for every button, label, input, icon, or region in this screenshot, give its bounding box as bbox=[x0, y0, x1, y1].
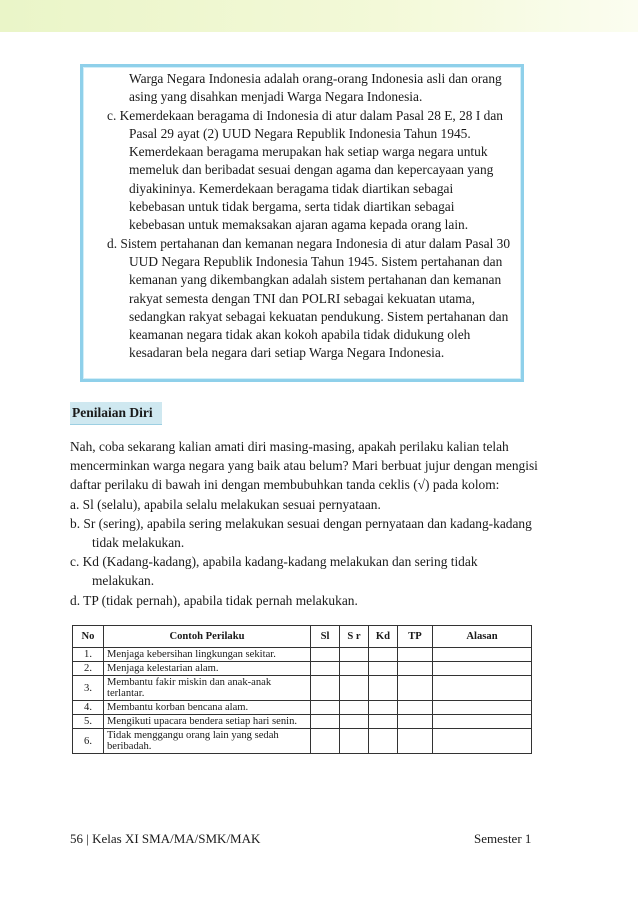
page-footer-book-info: 56 | Kelas XI SMA/MA/SMK/MAK bbox=[70, 831, 261, 846]
row-behavior: Menjaga kebersihan lingkungan sekitar. bbox=[104, 648, 311, 662]
row-number: 5. bbox=[73, 715, 104, 729]
header-sl: Sl bbox=[311, 626, 340, 648]
header-no: No bbox=[73, 626, 104, 648]
info-box-text bbox=[107, 70, 512, 363]
table-header-row bbox=[73, 626, 532, 648]
header-tp: TP bbox=[398, 626, 433, 648]
option-tp: d. TP (tidak pernah), apabila tidak pernah melakukan. bbox=[70, 592, 358, 608]
cell-reason[interactable] bbox=[433, 701, 532, 715]
cell-sr[interactable] bbox=[340, 648, 369, 662]
row-behavior: Tidak menggangu orang lain yang sedah beribadah. bbox=[104, 729, 311, 754]
cell-tp[interactable] bbox=[398, 715, 433, 729]
cell-tp[interactable] bbox=[398, 729, 433, 754]
row-behavior: Mengikuti upacara bendera setiap hari senin. bbox=[104, 715, 311, 729]
option-kd: c. Kd (Kadang-kadang), apabila kadang-kadang melakukan dan sering tidak melakukan. bbox=[70, 554, 478, 589]
cell-sl[interactable] bbox=[311, 701, 340, 715]
cell-tp[interactable] bbox=[398, 701, 433, 715]
row-behavior: Membantu korban bencana alam. bbox=[104, 701, 311, 715]
cell-sl[interactable] bbox=[311, 676, 340, 701]
cell-kd[interactable] bbox=[369, 715, 398, 729]
cell-sr[interactable] bbox=[340, 729, 369, 754]
assessment-table bbox=[72, 625, 532, 754]
intro-paragraph: Nah, coba sekarang kalian amati diri masing-masing, apakah perilaku kalian telah mencerminkan warga negara yang baik atau belum? Mari berbuat jujur dengan mengisi daftar perilaku di bawah ini dengan membubuhkan tanda ceklis (√) pada kolom: bbox=[70, 439, 538, 493]
cell-sl[interactable] bbox=[311, 715, 340, 729]
cell-kd[interactable] bbox=[369, 701, 398, 715]
cell-reason[interactable] bbox=[433, 715, 532, 729]
table-row bbox=[73, 701, 532, 715]
row-behavior: Membantu fakir miskin dan anak-anak terlantar. bbox=[104, 676, 311, 701]
header-sr: S r bbox=[340, 626, 369, 648]
cell-kd[interactable] bbox=[369, 676, 398, 701]
cell-reason[interactable] bbox=[433, 662, 532, 676]
header-behavior: Contoh Perilaku bbox=[104, 626, 311, 648]
row-number: 3. bbox=[73, 676, 104, 701]
page-footer-semester: Semester 1 bbox=[474, 831, 532, 846]
cell-kd[interactable] bbox=[369, 662, 398, 676]
table-row bbox=[73, 729, 532, 754]
row-number: 2. bbox=[73, 662, 104, 676]
cell-sl[interactable] bbox=[311, 729, 340, 754]
info-item-c: c. Kemerdekaan beragama di Indonesia di atur dalam Pasal 28 E, 28 I dan Pasal 29 ayat (2) UUD Negara Republik Indonesia Tahun 1945. Kemerdekaan beragama merupakan hak setiap warga negara untuk memeluk dan beribadat sesuai dengan agama dan kepercayaan yang diyakininya. Kemerdekaan beragama tidak diartikan sebagai kebebasan untuk tidak bergama, serta tidak diartikan sebagai kebebasan untuk memaksakan ajaran agama kepada orang lain. bbox=[107, 107, 503, 233]
info-paragraph: Warga Negara Indonesia adalah orang-orang Indonesia asli dan orang asing yang disahkan menjadi Warga Negara Indonesia. bbox=[129, 71, 502, 105]
cell-tp[interactable] bbox=[398, 662, 433, 676]
row-number: 1. bbox=[73, 648, 104, 662]
cell-reason[interactable] bbox=[433, 729, 532, 754]
cell-reason[interactable] bbox=[433, 648, 532, 662]
cell-tp[interactable] bbox=[398, 648, 433, 662]
table-row bbox=[73, 662, 532, 676]
section-title: Penilaian Diri bbox=[70, 402, 162, 425]
header-reason: Alasan bbox=[433, 626, 532, 648]
cell-sr[interactable] bbox=[340, 676, 369, 701]
cell-sl[interactable] bbox=[311, 662, 340, 676]
section-body bbox=[70, 437, 540, 610]
cell-sr[interactable] bbox=[340, 701, 369, 715]
header-kd: Kd bbox=[369, 626, 398, 648]
cell-sr[interactable] bbox=[340, 662, 369, 676]
row-number: 6. bbox=[73, 729, 104, 754]
cell-sl[interactable] bbox=[311, 648, 340, 662]
cell-kd[interactable] bbox=[369, 648, 398, 662]
cell-reason[interactable] bbox=[433, 676, 532, 701]
table-row bbox=[73, 676, 532, 701]
cell-sr[interactable] bbox=[340, 715, 369, 729]
header-band bbox=[0, 0, 638, 32]
table-row bbox=[73, 715, 532, 729]
row-behavior: Menjaga kelestarian alam. bbox=[104, 662, 311, 676]
info-item-d: d. Sistem pertahanan dan kemanan negara Indonesia di atur dalam Pasal 30 UUD Negara Republik Indonesia Tahun 1945. Sistem pertahanan dan kemanan yang dikembangkan adalah sistem pertahanan dan kemanan rakyat semesta dengan TNI dan POLRI sebagai kekuatan utama, sedangkan rakyat sebagai kekuatan pendukung. Sistem pertahanan dan keamanan negara tidak akan kokoh apabila tidak didukung oleh kesadaran bela negara dari setiap Warga Negara Indonesia. bbox=[107, 235, 511, 361]
option-sl: a. Sl (selalu), apabila selalu melakukan sesuai pernyataan. bbox=[70, 496, 381, 512]
option-sr: b. Sr (sering), apabila sering melakukan sesuai dengan pernyataan dan kadang-kadang tidak melakukan. bbox=[70, 515, 532, 551]
table-row bbox=[73, 648, 532, 662]
row-number: 4. bbox=[73, 701, 104, 715]
cell-tp[interactable] bbox=[398, 676, 433, 701]
cell-kd[interactable] bbox=[369, 729, 398, 754]
